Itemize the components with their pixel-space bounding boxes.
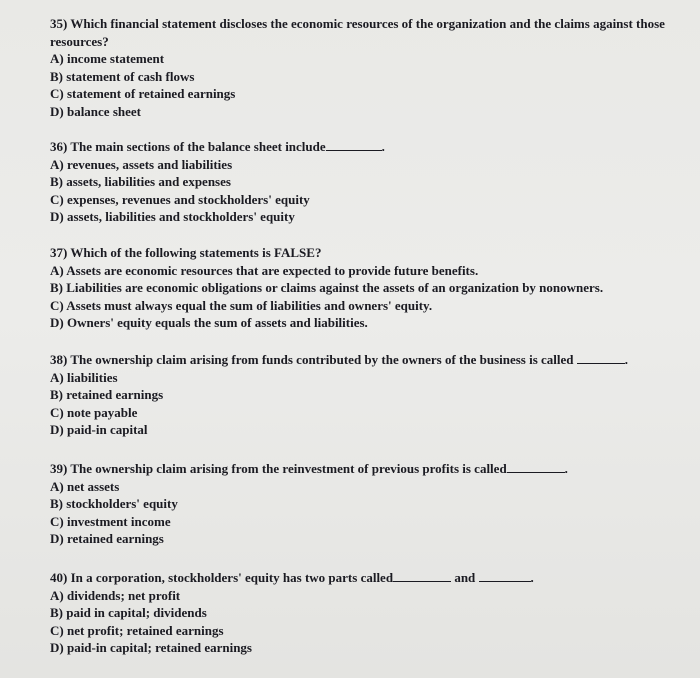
question-36 bbox=[50, 138, 385, 226]
option-d: D) paid-in capital; retained earnings bbox=[50, 640, 252, 656]
stem-end: . bbox=[564, 461, 568, 476]
option-b: B) statement of cash flows bbox=[50, 68, 195, 84]
stem-mid: and bbox=[454, 570, 476, 585]
option-d: D) Owners' equity equals the sum of assets and liabilities. bbox=[50, 315, 368, 331]
question-40 bbox=[50, 569, 534, 657]
option-c: C) statement of retained earnings bbox=[50, 86, 236, 102]
option-a: A) revenues, assets and liabilities bbox=[50, 156, 233, 172]
stem-end: . bbox=[624, 352, 629, 367]
option-b: B) Liabilities are economic obligations or claims against the assets of an organization by nonowners. bbox=[50, 280, 604, 296]
option-a: A) dividends; net profit bbox=[50, 587, 181, 603]
option-d: D) retained earnings bbox=[50, 531, 164, 547]
question-stem: 38) The ownership claim arising from funds contributed by the owners of the business is called bbox=[50, 352, 574, 367]
question-stem-line bbox=[50, 460, 568, 478]
question-stem: 36) The main sections of the balance sheet include bbox=[50, 139, 326, 154]
answer-blank-2 bbox=[479, 580, 531, 582]
stem-end: . bbox=[381, 139, 385, 154]
option-c: C) expenses, revenues and stockholders' equity bbox=[50, 191, 310, 207]
answer-blank bbox=[507, 471, 565, 473]
option-a: A) liabilities bbox=[50, 369, 118, 385]
option-d: D) assets, liabilities and stockholders' equity bbox=[50, 209, 295, 225]
question-38 bbox=[50, 351, 628, 439]
option-b: B) paid in capital; dividends bbox=[50, 605, 207, 621]
question-stem-line bbox=[50, 351, 628, 369]
question-35 bbox=[50, 15, 670, 121]
answer-blank bbox=[577, 362, 625, 364]
option-b: B) assets, liabilities and expenses bbox=[50, 174, 231, 190]
question-stem: 39) The ownership claim arising from the reinvestment of previous profits is called bbox=[50, 461, 507, 476]
question-stem-line bbox=[50, 569, 534, 587]
answer-blank-1 bbox=[393, 580, 451, 582]
stem-end: . bbox=[530, 570, 534, 585]
option-a: A) income statement bbox=[50, 51, 165, 67]
question-stem: 35) Which financial statement discloses the economic resources of the organization and the claims against those resources? bbox=[50, 16, 665, 49]
option-c: C) net profit; retained earnings bbox=[50, 622, 224, 638]
option-b: B) retained earnings bbox=[50, 387, 164, 403]
option-d: D) paid-in capital bbox=[50, 422, 148, 438]
option-c: C) Assets must always equal the sum of liabilities and owners' equity. bbox=[50, 297, 433, 313]
answer-blank bbox=[326, 149, 382, 151]
option-c: C) note payable bbox=[50, 404, 138, 420]
option-d: D) balance sheet bbox=[50, 103, 141, 119]
option-a: A) Assets are economic resources that are expected to provide future benefits. bbox=[50, 262, 479, 278]
question-stem-line bbox=[50, 138, 385, 156]
question-37 bbox=[50, 244, 603, 332]
question-stem: 40) In a corporation, stockholders' equity has two parts called bbox=[50, 570, 394, 585]
option-c: C) investment income bbox=[50, 513, 171, 529]
question-stem: 37) Which of the following statements is FALSE? bbox=[50, 245, 322, 260]
option-a: A) net assets bbox=[50, 478, 120, 494]
option-b: B) stockholders' equity bbox=[50, 496, 178, 512]
question-39 bbox=[50, 460, 568, 548]
